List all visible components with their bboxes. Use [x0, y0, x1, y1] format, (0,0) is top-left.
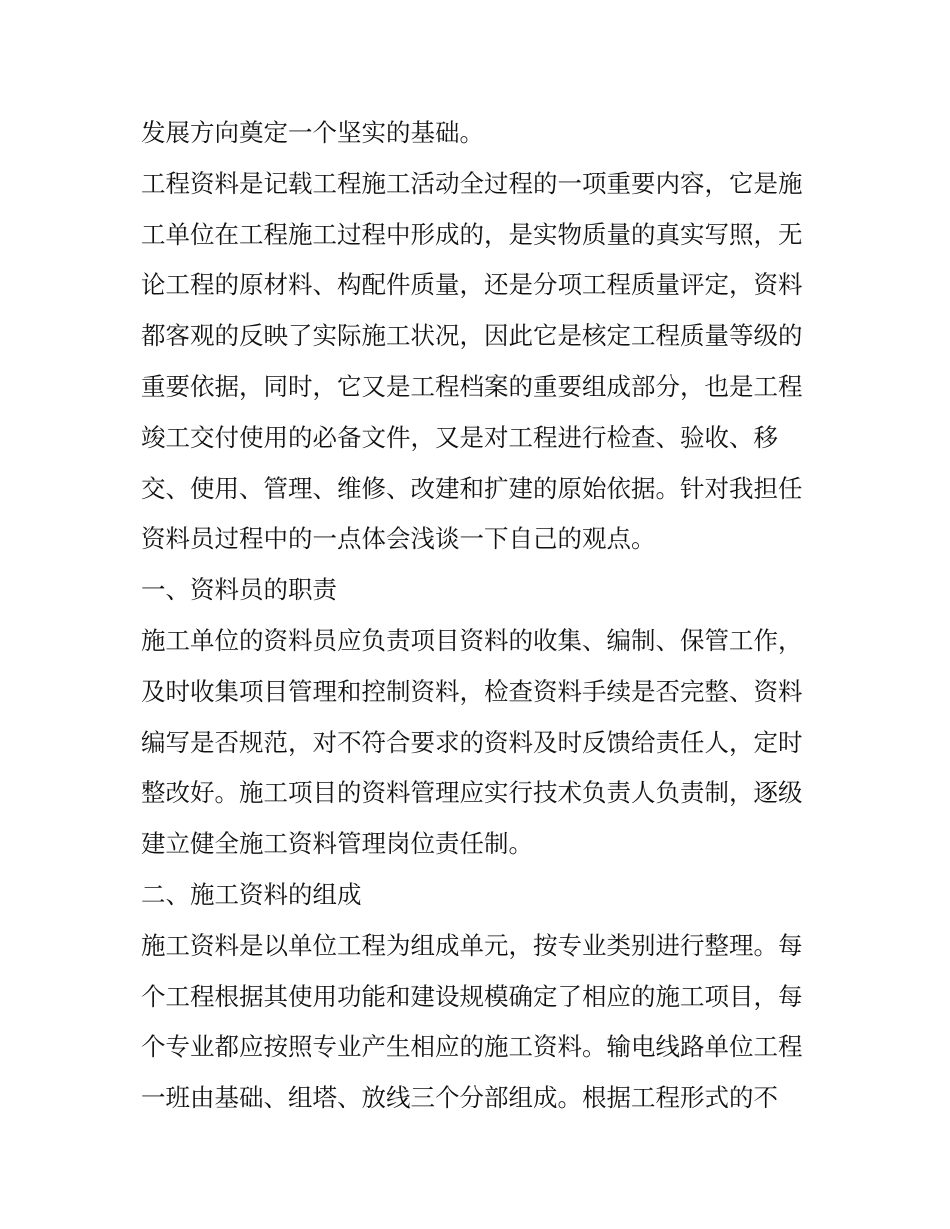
text-line: 施工资料是以单位工程为组成单元，按专业类别进行整理。每: [141, 930, 803, 960]
text-line: 都客观的反映了实际施工状况，因此它是核定工程质量等级的: [141, 321, 803, 351]
section-heading-duties: 一、资料员的职责: [141, 575, 337, 605]
text-line: 整改好。施工项目的资料管理应实行技术负责人负责制，逐级: [141, 778, 803, 808]
text-line: 重要依据，同时，它又是工程档案的重要组成部分，也是工程: [141, 371, 803, 401]
text-line: 竣工交付使用的必备文件，又是对工程进行检查、验收、移: [141, 422, 778, 452]
text-line: 资料员过程中的一点体会浅谈一下自己的观点。: [141, 524, 656, 554]
text-line: 工单位在工程施工过程中形成的，是实物质量的真实写照，无: [141, 219, 803, 249]
text-line: 个专业都应按照专业产生相应的施工资料。输电线路单位工程: [141, 1032, 803, 1062]
text-line: 建立健全施工资料管理岗位责任制。: [141, 829, 533, 859]
text-line: 论工程的原材料、构配件质量，还是分项工程质量评定，资料: [141, 270, 803, 300]
text-line: 一班由基础、组塔、放线三个分部组成。根据工程形式的不: [141, 1083, 778, 1113]
text-line: 编写是否规范，对不符合要求的资料及时反馈给责任人，定时: [141, 727, 803, 757]
section-heading-composition: 二、施工资料的组成: [141, 879, 362, 909]
text-line: 工程资料是记载工程施工活动全过程的一项重要内容，它是施: [141, 168, 803, 198]
text-line: 及时收集项目管理和控制资料，检查资料手续是否完整、资料: [141, 676, 803, 706]
document-body: [141, 108, 821, 1124]
text-line: 个工程根据其使用功能和建设规模确定了相应的施工项目，每: [141, 981, 803, 1011]
text-line: 发展方向奠定一个坚实的基础。: [141, 118, 484, 147]
text-line: 交、使用、管理、维修、改建和扩建的原始依据。针对我担任: [141, 473, 803, 503]
text-line: 施工单位的资料员应负责项目资料的收集、编制、保管工作，: [141, 625, 803, 655]
